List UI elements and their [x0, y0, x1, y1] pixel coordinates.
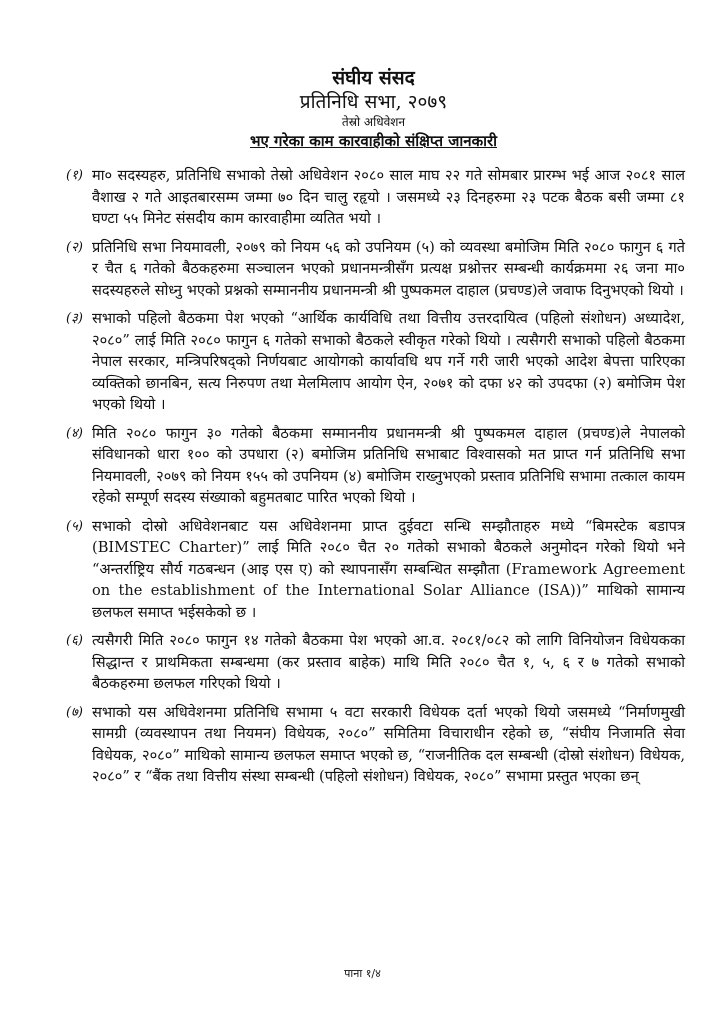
- list-item: [62, 423, 685, 509]
- item-number: (१): [66, 168, 83, 183]
- document-title: संघीय संसद: [332, 67, 415, 89]
- list-item: [62, 516, 685, 624]
- list-item: [62, 308, 685, 416]
- item-text: सभाको पहिलो बैठकमा पेश भएको “आर्थिक कार्यविधि तथा वित्तीय उत्तरदायित्व (पहिलो संशोधन) अध्यादेश, २०८०” लाई मिति २०८० फागुन ६ गतेको सभाको बैठकले स्वीकृत गरेको थियो । त्यसैगरी सभाको पहिलो बैठकमा नेपाल सरकार, मन्त्रिपरिषद्को निर्णयबाट आयोगको कार्यावधि थप गर्ने गरी जारी भएको आदेश बेपत्ता पारिएका व्यक्तिको छानबिन, सत्य निरुपण तथा मेलमिलाप आयोग ऐन, २०७१ को दफा ४२ को उपदफा (२) बमोजिम पेश भएको थियो ।: [92, 310, 685, 413]
- section-heading: भए गरेका काम कारवाहीको संक्षिप्त जानकारी: [249, 132, 498, 150]
- item-number: (२): [66, 239, 83, 255]
- list-item: [62, 702, 685, 788]
- session-label: तेस्रो अधिवेशन: [341, 115, 406, 129]
- page-number: पाना १/४: [344, 967, 381, 980]
- list-item: [62, 237, 685, 302]
- item-number: (४): [66, 425, 83, 441]
- document-header: [62, 66, 685, 151]
- item-list: [62, 165, 685, 788]
- item-text: मा० सदस्यहरु, प्रतिनिधि सभाको तेस्रो अधिवेशन २०८० साल माघ २२ गते सोमबार प्रारम्भ भई आज २०८१ साल वैशाख २ गते आइतबारसम्म जम्मा ७० दिन चालु रहृयो । जसमध्ये २३ दिनहरुमा २३ पटक बैठक बसी जम्मा ८१ घण्टा ५५ मिनेट संसदीय काम कारवाहीमा व्यतित भयो ।: [92, 167, 685, 227]
- item-text: सभाको दोस्रो अधिवेशनबाट यस अधिवेशनमा प्राप्त दुईवटा सन्धि सम्झौताहरु मध्ये “बिमस्टेक बडापत्र (BIMSTEC Charter)” लाई मिति २०८० चैत २० गतेको सभाको बैठकले अनुमोदन गरेको थियो भने “अन्तर्राष्ट्रिय सौर्य गठबन्धन (आइ एस ए) को स्थापनासँग सम्बन्धित सम्झौता (Framework Agreement on the establishment of the International Solar Alliance (ISA))” माथिको सामान्य छलफल समाप्त भईसकेको छ ।: [92, 517, 685, 621]
- item-text: प्रतिनिधि सभा नियमावली, २०७९ को नियम ५६ को उपनियम (५) को व्यवस्था बमोजिम मिति २०८० फागुन ६ गते र चैत ६ गतेको बैठकहरुमा सञ्चालन भएको प्रधानमन्त्रीसँग प्रत्यक्ष प्रश्नोत्तर सम्बन्धी कार्यक्रममा २६ जना मा० सदस्यहरुले सोध्नु भएको प्रश्नको सम्माननीय प्रधानमन्त्री श्री पुष्पकमल दाहाल (प्रचण्ड)ले जवाफ दिनुभएको थियो ।: [92, 238, 685, 299]
- item-text: त्यसैगरी मिति २०८० फागुन १४ गतेको बैठकमा पेश भएको आ.व. २०८१/०८२ को लागि विनियोजन विधेयकका सिद्धान्त र प्राथमिकता सम्बन्धमा (कर प्रस्ताव बाहेक) माथि मिति २०८० चैत १, ५, ६ र ७ गतेको सभाको बैठकहरुमा छलफल गरिएको थियो ।: [92, 632, 685, 692]
- list-item: [62, 630, 685, 695]
- item-number: (५): [66, 518, 83, 534]
- item-number: (७): [66, 704, 83, 720]
- item-text: सभाको यस अधिवेशनमा प्रतिनिधि सभामा ५ वटा सरकारी विधेयक दर्ता भएको थियो जसमध्ये “निर्माणमुखी सामग्री (व्यवस्थापन तथा नियमन) विधेयक, २०८०” समितिमा विचाराधीन रहेको छ, “संघीय निजामति सेवा विधेयक, २०८०” माथिको सामान्य छलफल समाप्त भएको छ, “राजनीतिक दल सम्बन्धी (दोस्रो संशोधन) विधेयक, २०८०” र “बैंक तथा वित्तीय संस्था सम्बन्धी (पहिलो संशोधन) विधेयक, २०८०” सभामा प्रस्तुत भएका छन्: [92, 703, 685, 785]
- item-text: मिति २०८० फागुन ३० गतेको बैठकमा सम्माननीय प्रधानमन्त्री श्री पुष्पकमल दाहाल (प्रचण्ड)ले नेपालको संविधानको धारा १०० को उपधारा (२) बमोजिम प्रतिनिधि सभाबाट विश्वासको मत प्राप्त गर्न प्रतिनिधि सभा नियमावली, २०७९ को नियम १५५ को उपनियम (४) बमोजिम राख्नुभएको प्रस्ताव प्रतिनिधि सभामा तत्काल कायम रहेको सम्पूर्ण सदस्य संख्याको बहुमतबाट पारित भएको थियो ।: [92, 424, 685, 506]
- list-item: [62, 165, 685, 230]
- item-number: (६): [66, 633, 83, 648]
- item-number: (३): [66, 311, 83, 326]
- document-subtitle: प्रतिनिधि सभा, २०७९: [299, 91, 448, 113]
